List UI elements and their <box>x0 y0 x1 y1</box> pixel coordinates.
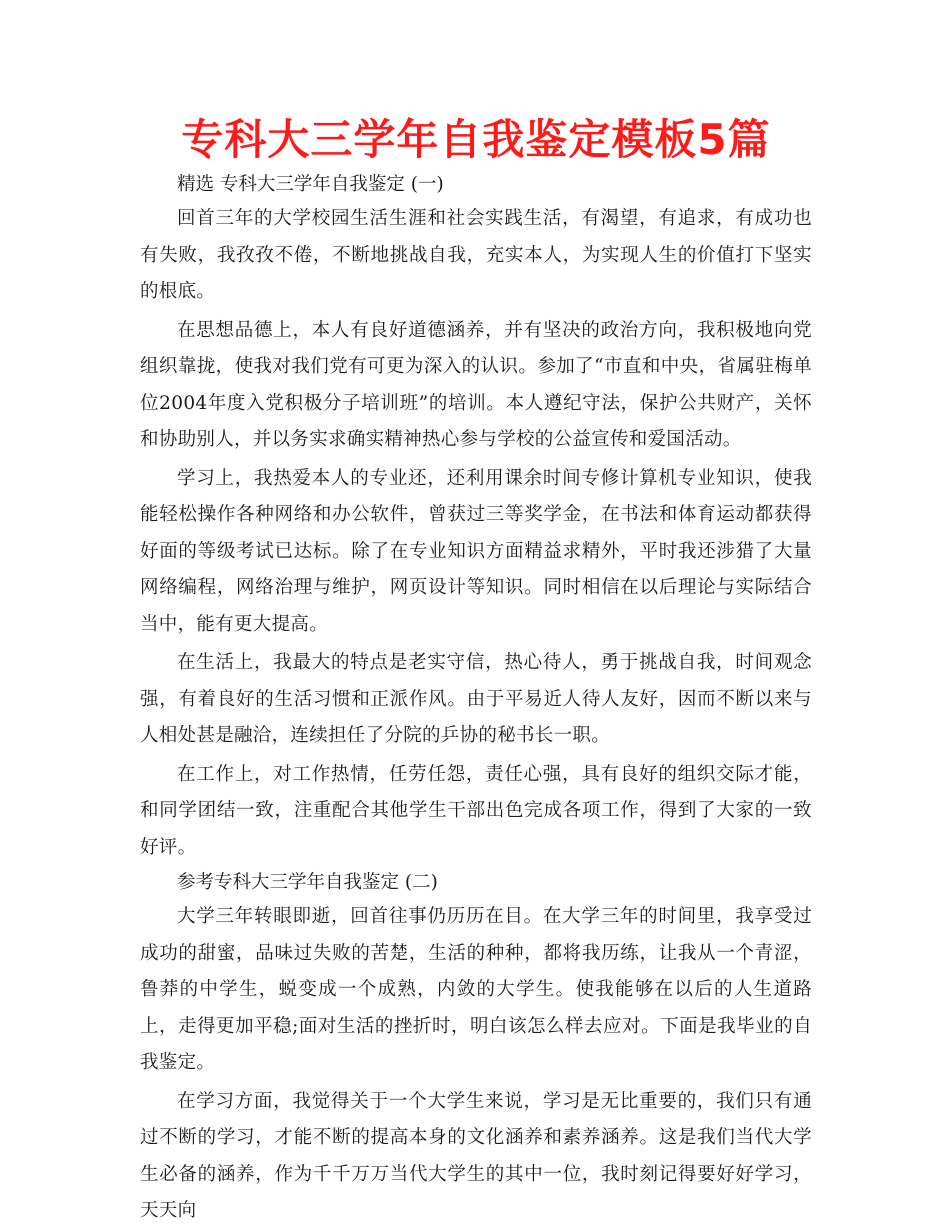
section-heading: 参考专科大三学年自我鉴定 (二) <box>177 872 438 893</box>
paragraph: 在生活上，我最大的特点是老实守信，热心待人，勇于挑战自我，时间观念强，有着良好的生活习惯和正派作风。由于平易近人待人友好，因而不断以来与人相处甚是融洽，连续担任了分院的乒协的秘书长一职。 <box>140 652 812 746</box>
paragraph: 学习上，我热爱本人的专业还，还利用课余时间专修计算机专业知识，使我能轻松操作各种网络和办公软件，曾获过三等奖学金，在书法和体育运动都获得好面的等级考试已达标。除了在专业知识方面精益求精外，平时我还涉猎了大量网络编程，网络治理与维护，网页设计等知识。同时相信在以后理论与实际结合当中，能有更大提高。 <box>140 467 812 635</box>
section-2 <box>140 866 812 1230</box>
document-page <box>140 112 812 1230</box>
paragraph: 在工作上，对工作热情，任劳任怨，责任心强，具有良好的组织交际才能，和同学团结一致，注重配合其他学生干部出色完成各项工作，得到了大家的一致好评。 <box>140 763 812 858</box>
paragraph: 在思想品德上，本人有良好道德涵养，并有坚决的政治方向，我积极地向党组织靠拢，使我对我们党有可更为深入的认识。参加了“市直和中央，省属驻梅单位2004年度入党积极分子培训班”的培训。本人遵纪守法，保护公共财产，关怀和协助别人，并以务实求确实精神热心参与学校的公益宣传和爱国活动。 <box>140 319 812 450</box>
paragraph: 在学习方面，我觉得关于一个大学生来说，学习是无比重要的，我们只有通过不断的学习，才能不断的提高本身的文化涵养和素养涵养。这是我们当代大学生必备的涵养，作为千千万万当代大学生的其中一位，我时刻记得要好好学习，天天向 <box>140 1090 812 1221</box>
document-title: 专科大三学年自我鉴定模板5篇 <box>181 115 771 164</box>
section-1 <box>140 168 812 866</box>
section-heading: 精选 专科大三学年自我鉴定 (一) <box>177 174 444 195</box>
paragraph: 回首三年的大学校园生活生涯和社会实践生活，有渴望，有追求，有成功也有失败，我孜孜不倦，不断地挑战自我，充实本人，为实现人生的价值打下坚实的根底。 <box>140 208 812 302</box>
paragraph: 大学三年转眼即逝，回首往事仍历历在目。在大学三年的时间里，我享受过成功的甜蜜，品味过失败的苦楚，生活的种种，都将我历练，让我从一个青涩，鲁莽的中学生，蜕变成一个成熟，内敛的大学生。使我能够在以后的人生道路上，走得更加平稳;面对生活的挫折时，明白该怎么样去应对。下面是我毕业的自我鉴定。 <box>140 906 812 1073</box>
